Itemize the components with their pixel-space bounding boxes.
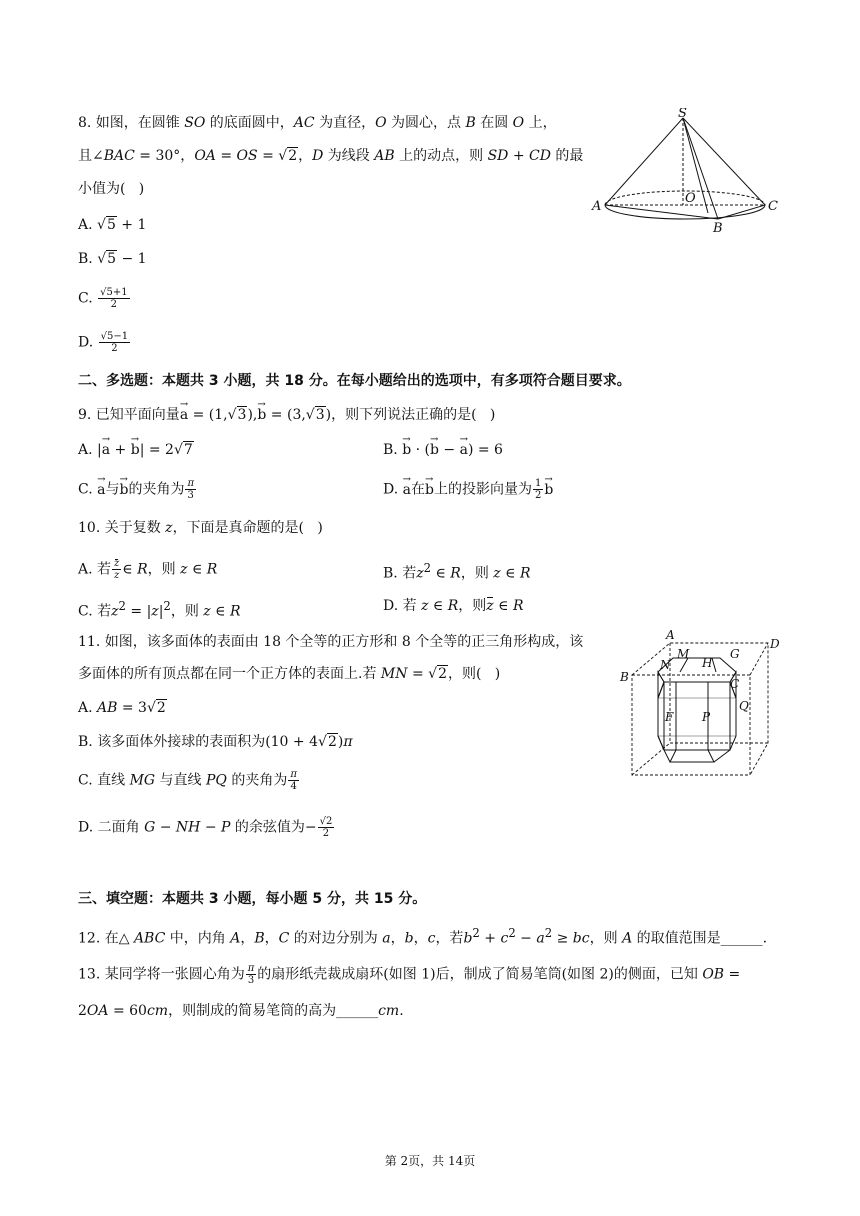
poly-label-m: M bbox=[677, 647, 690, 661]
q9-option-d: D. → a在→ b上的投影向量为 $\frac{1}{2}$ → b bbox=[383, 478, 553, 501]
poly-label-a: A bbox=[666, 628, 675, 642]
q9-stem: 9. 已知平面向量→ a = (1,√3),→ b = (3,√3)，则下列说法正确的是( ) bbox=[78, 405, 495, 425]
q9-option-a: A. |→ a + → b| = 2√7 bbox=[78, 440, 194, 460]
q12-stem: 12. 在△ ABC 中，内角 A，B，C 的对边分别为 a，b，c，若$b^2 + c^2 - a^2$ ≥ bc，则 A 的取值范围是______. bbox=[78, 926, 768, 947]
q13-stem-line1: 13. 某同学将一张圆心角为 $\frac{\pi}{3}$ 的扇形纸壳裁成扇环(如图 1)后，制成了简易笔筒(如图 2)的侧面，已知 OB = bbox=[78, 963, 741, 986]
q11-option-b: B. 该多面体外接球的表面积为(10 + 4√2)π bbox=[78, 734, 353, 750]
cone-label-b: B bbox=[713, 221, 723, 236]
section2-title: 二、多选题：本题共 3 小题，共 18 分。在每小题给出的选项中，有多项符合题目要求。 bbox=[78, 373, 631, 389]
q10-option-d: D. 若 z ∈ R，则z ∈ R bbox=[383, 598, 524, 614]
q11-stem-line1: 11. 如图，该多面体的表面由 18 个全等的正方形和 8 个全等的正三角形构成，该 bbox=[78, 634, 584, 650]
q8-option-c: C. $\frac{√5+1}{2}$ bbox=[78, 287, 128, 310]
q10-option-a: A. 若 $\frac{z}{z}$ ∈ R，则 z ∈ R bbox=[78, 558, 218, 581]
q8-stem-line2: 且∠BAC = 30°，OA = OS = √2，D 为线段 AB 上的动点，则 SD + CD 的最 bbox=[78, 148, 584, 164]
q8-option-b: B. √5 − 1 bbox=[78, 251, 147, 267]
q8-stem-line1: 8. 如图，在圆锥 SO 的底面圆中，AC 为直径，O 为圆心，点 B 在圆 O 上， bbox=[78, 115, 557, 131]
poly-label-p: P bbox=[702, 710, 711, 724]
cone-label-a: A bbox=[592, 199, 602, 214]
q9-option-c: C. → a与→ b的夹角为 $\frac{\pi}{3}$ bbox=[78, 478, 197, 501]
q11-stem-line2: 多面体的所有顶点都在同一个正方体的表面上.若 MN = √2，则( ) bbox=[78, 666, 501, 682]
page-footer: 第 2页，共 14页 bbox=[384, 1154, 476, 1168]
q9-option-b: B. → b · (→ b − → a) = 6 bbox=[383, 440, 503, 460]
cone-label-c: C bbox=[768, 199, 778, 214]
poly-label-n: N bbox=[660, 658, 671, 672]
cone-figure bbox=[590, 108, 785, 238]
poly-label-d: D bbox=[770, 637, 780, 651]
q8-option-d: D. $\frac{√5-1}{2}$ bbox=[78, 331, 129, 354]
q13-stem-line2: 2OA = 60cm，则制成的简易笔筒的高为______cm. bbox=[78, 1003, 404, 1019]
q11-option-c: C. 直线 MG 与直线 PQ 的夹角为 $\frac{\pi}{4}$ bbox=[78, 769, 297, 792]
q11-option-d: D. 二面角 G − NH − P 的余弦值为− $\frac{√2}{2}$ bbox=[78, 816, 333, 839]
q11-option-a: A. AB = 3√2 bbox=[78, 700, 166, 716]
q10-option-b: B. 若$z^2$ ∈ R，则 z ∈ R bbox=[383, 561, 531, 582]
poly-label-b: B bbox=[620, 670, 629, 684]
cone-label-o: O bbox=[685, 191, 696, 206]
poly-label-q: Q bbox=[739, 699, 749, 713]
q8-option-a: A. √5 + 1 bbox=[78, 217, 147, 233]
poly-label-g: G bbox=[730, 647, 740, 661]
q10-option-c: C. 若$z^2 = |z|^2$，则 z ∈ R bbox=[78, 599, 241, 620]
poly-label-h: H bbox=[702, 656, 713, 670]
q8-stem-line3: 小值为( ) bbox=[78, 181, 145, 197]
cone-label-s: S bbox=[678, 108, 687, 121]
poly-label-f: F bbox=[665, 710, 674, 724]
section3-title: 三、填空题：本题共 3 小题，每小题 5 分，共 15 分。 bbox=[78, 891, 427, 907]
poly-label-c: C bbox=[730, 677, 740, 691]
q10-stem: 10. 关于复数 z，下面是真命题的是( ) bbox=[78, 520, 323, 536]
polyhedron-figure bbox=[618, 628, 788, 780]
